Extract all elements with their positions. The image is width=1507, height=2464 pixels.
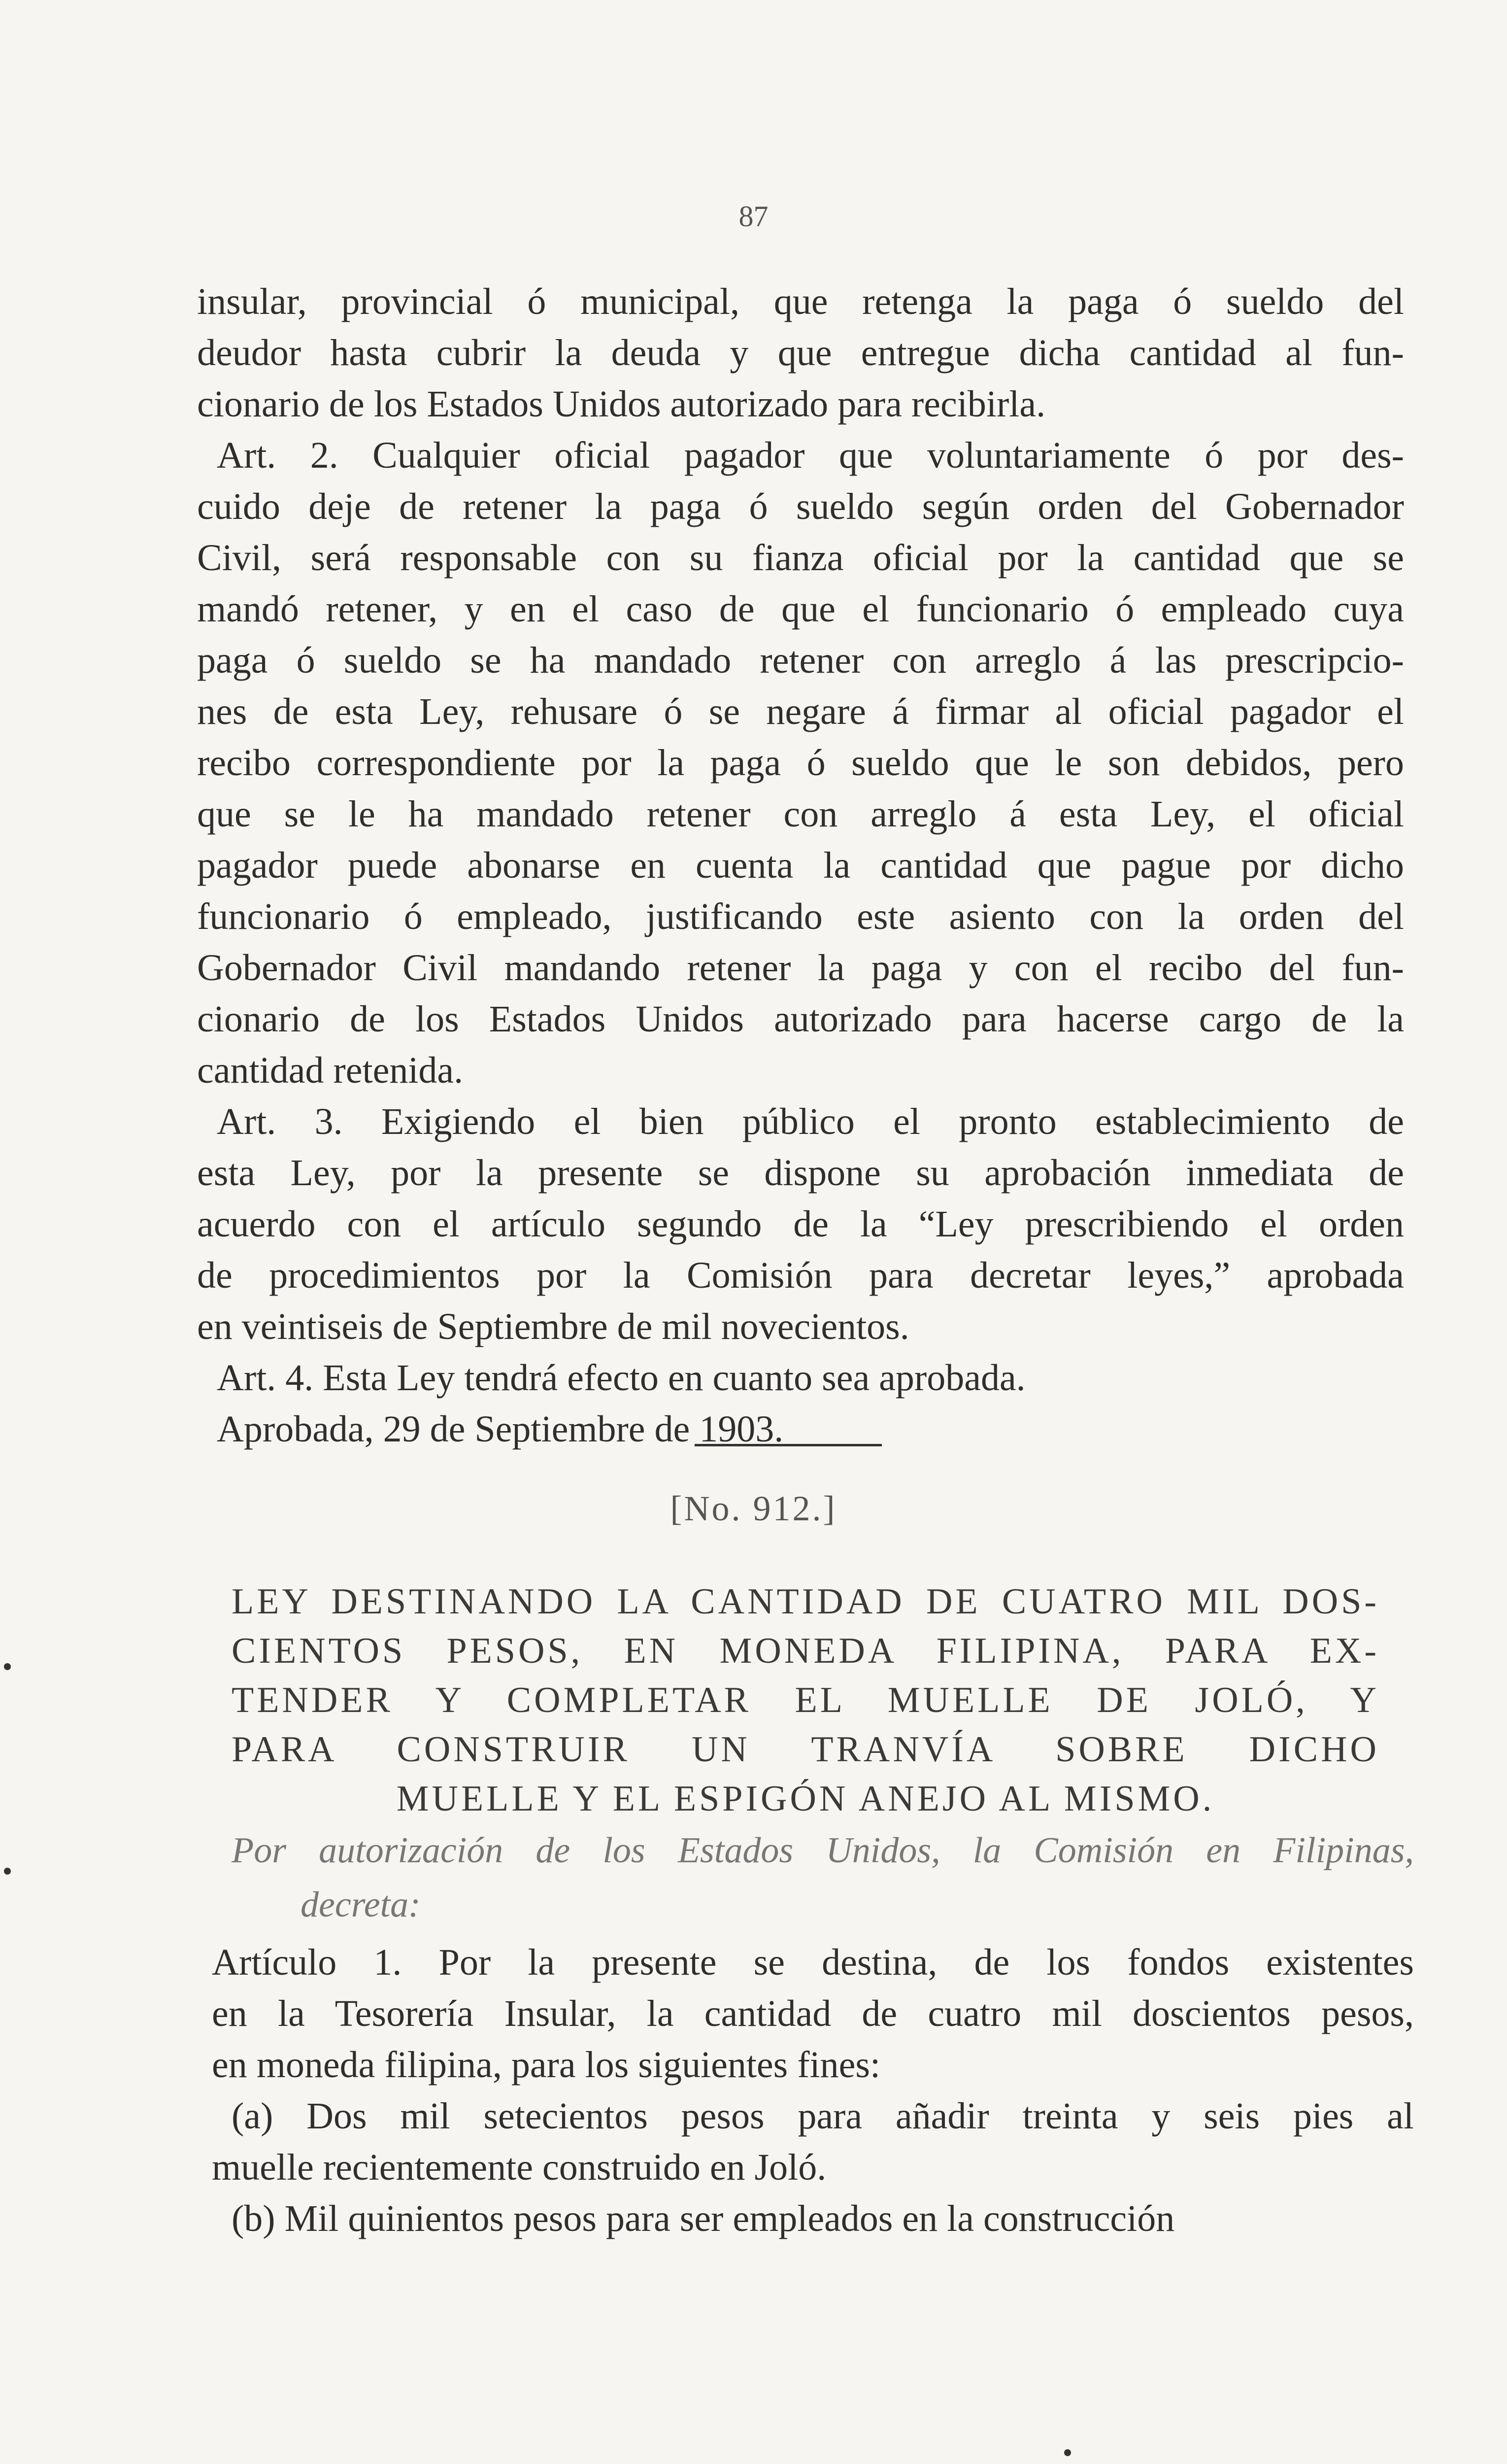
- enacting-clause-line: decreta:: [301, 1884, 421, 1925]
- text-line: Art. 3. Exigiendo el bien público el pronto establecimiento de: [217, 1101, 1404, 1142]
- text-line: paga ó sueldo se ha mandado retener con arreglo á las prescripcio-: [197, 640, 1404, 681]
- margin-mark: [1064, 2449, 1071, 2456]
- text-line: en la Tesorería Insular, la cantidad de cuatro mil doscientos pesos,: [212, 1993, 1414, 2034]
- law-title-line: CIENTOS PESOS, EN MONEDA FILIPINA, PARA EX-: [232, 1631, 1379, 1671]
- text-line: de procedimientos por la Comisión para decretar leyes,” aprobada: [197, 1255, 1404, 1296]
- margin-mark: [4, 1868, 11, 1875]
- text-line: que se le ha mandado retener con arreglo á esta Ley, el oficial: [197, 793, 1404, 835]
- text-line: muelle recientemente construido en Joló.: [212, 2147, 827, 2188]
- text-line: Civil, será responsable con su fianza oficial por la cantidad que se: [197, 537, 1404, 579]
- text-line: Aprobada, 29 de Septiembre de 1903.: [217, 1408, 784, 1450]
- text-line: cionario de los Estados Unidos autorizado para hacerse cargo de la: [197, 998, 1404, 1040]
- law-title-line: TENDER Y COMPLETAR EL MUELLE DE JOLÓ, Y: [232, 1680, 1379, 1720]
- law-title-line: LEY DESTINANDO LA CANTIDAD DE CUATRO MIL DOS-: [232, 1581, 1379, 1622]
- text-line: insular, provincial ó municipal, que retenga la paga ó sueldo del: [197, 281, 1404, 322]
- text-line: pagador puede abonarse en cuenta la cantidad que pague por dicho: [197, 845, 1404, 886]
- text-line: cuido deje de retener la paga ó sueldo según orden del Gobernador: [197, 486, 1404, 527]
- law-title-line: MUELLE Y EL ESPIGÓN ANEJO AL MISMO.: [396, 1779, 1215, 1819]
- text-line: en veintiseis de Septiembre de mil novecientos.: [197, 1306, 909, 1347]
- enacting-clause-line: Por autorización de los Estados Unidos, la Comisión en Filipinas,: [232, 1830, 1414, 1871]
- text-line: nes de esta Ley, rehusare ó se negare á firmar al oficial pagador el: [197, 691, 1404, 732]
- text-line: esta Ley, por la presente se dispone su aprobación inmediata de: [197, 1152, 1404, 1194]
- text-line: (a) Dos mil setecientos pesos para añadir treinta y seis pies al: [232, 2095, 1414, 2137]
- section-divider: [695, 1444, 882, 1446]
- text-line: Gobernador Civil mandando retener la paga y con el recibo del fun-: [197, 947, 1404, 989]
- text-line: cionario de los Estados Unidos autorizado para recibirla.: [197, 383, 1046, 425]
- body-text-bottom: [212, 1937, 1414, 2244]
- text-line: Artículo 1. Por la presente se destina, de los fondos existentes: [212, 1942, 1414, 1983]
- text-line: Art. 4. Esta Ley tendrá efecto en cuanto sea aprobada.: [217, 1357, 1026, 1399]
- law-title: [232, 1577, 1379, 1823]
- text-line: deudor hasta cubrir la deuda y que entregue dicha cantidad al fun-: [197, 332, 1404, 374]
- law-number: [No. 912.]: [670, 1489, 837, 1528]
- text-line: recibo correspondiente por la paga ó sueldo que le son debidos, pero: [197, 742, 1404, 784]
- margin-mark: [4, 1663, 11, 1670]
- law-title-line: PARA CONSTRUIR UN TRANVÍA SOBRE DICHO: [232, 1729, 1379, 1770]
- text-line: (b) Mil quinientos pesos para ser empleados en la construcción: [232, 2198, 1175, 2239]
- text-line: Art. 2. Cualquier oficial pagador que voluntariamente ó por des-: [217, 435, 1404, 476]
- text-line: cantidad retenida.: [197, 1050, 464, 1091]
- text-line: acuerdo con el artículo segundo de la “Ley prescribiendo el orden: [197, 1203, 1404, 1245]
- enacting-clause: [232, 1823, 1414, 1932]
- page-number: 87: [738, 200, 769, 233]
- text-line: funcionario ó empleado, justificando este asiento con la orden del: [197, 896, 1404, 937]
- text-line: en moneda filipina, para los siguientes fines:: [212, 2044, 881, 2086]
- body-text-top: [197, 276, 1404, 1455]
- text-line: mandó retener, y en el caso de que el funcionario ó empleado cuya: [197, 588, 1404, 630]
